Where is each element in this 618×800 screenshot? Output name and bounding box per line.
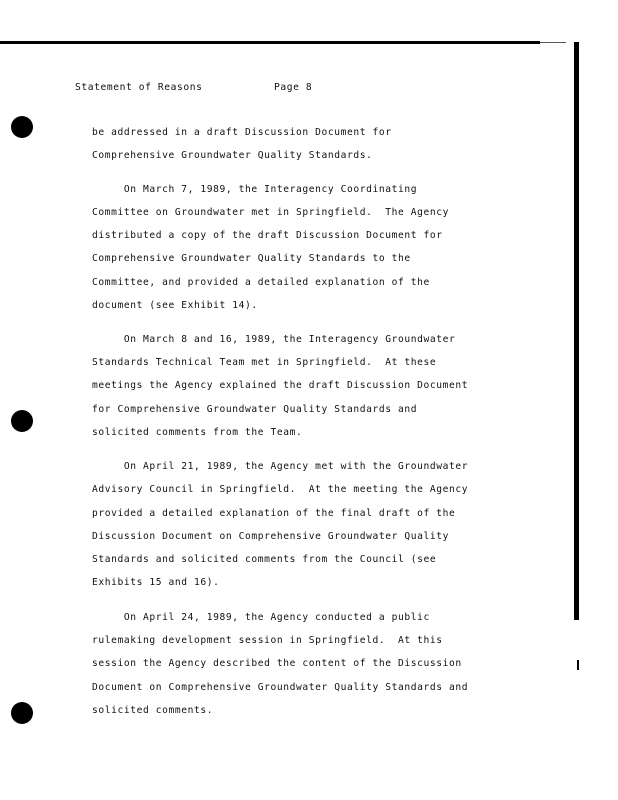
- header-title: Statement of Reasons: [75, 82, 203, 93]
- body-line: Document on Comprehensive Groundwater Quality Standards and: [92, 682, 469, 693]
- body-line: On April 21, 1989, the Agency met with the Groundwater: [92, 461, 469, 472]
- punch-hole: [11, 702, 33, 724]
- right-margin-tick: [577, 660, 579, 670]
- top-rule-tail: [540, 42, 566, 43]
- body-line: Standards Technical Team met in Springfield. At these: [92, 357, 437, 368]
- body-line: session the Agency described the content of the Discussion: [92, 658, 462, 669]
- body-line: distributed a copy of the draft Discussion Document for: [92, 230, 443, 241]
- body-line: Committee, and provided a detailed explanation of the: [92, 277, 430, 288]
- punch-hole: [11, 410, 33, 432]
- body-line: provided a detailed explanation of the final draft of the: [92, 508, 456, 519]
- header-page-label: Page 8: [274, 82, 313, 93]
- body-line: solicited comments from the Team.: [92, 427, 303, 438]
- body-line: rulemaking development session in Springfield. At this: [92, 635, 443, 646]
- right-margin-rule: [574, 42, 579, 620]
- body-line: Comprehensive Groundwater Quality Standards.: [92, 150, 373, 161]
- body-line: for Comprehensive Groundwater Quality Standards and: [92, 404, 418, 415]
- body-line: Comprehensive Groundwater Quality Standards to the: [92, 253, 411, 264]
- body-line: Exhibits 15 and 16).: [92, 577, 220, 588]
- top-rule: [0, 41, 540, 44]
- body-line: On March 8 and 16, 1989, the Interagency Groundwater: [92, 334, 456, 345]
- punch-hole: [11, 116, 33, 138]
- body-line: Advisory Council in Springfield. At the meeting the Agency: [92, 484, 469, 495]
- body-line: Discussion Document on Comprehensive Groundwater Quality: [92, 531, 450, 542]
- body-line: Committee on Groundwater met in Springfield. The Agency: [92, 207, 450, 218]
- body-line: meetings the Agency explained the draft Discussion Document: [92, 380, 469, 391]
- body-line: document (see Exhibit 14).: [92, 300, 258, 311]
- body-line: be addressed in a draft Discussion Document for: [92, 127, 392, 138]
- body-line: On March 7, 1989, the Interagency Coordinating: [92, 184, 418, 195]
- body-line: Standards and solicited comments from the Council (see: [92, 554, 437, 565]
- body-line: solicited comments.: [92, 705, 214, 716]
- body-line: On April 24, 1989, the Agency conducted a public: [92, 612, 430, 623]
